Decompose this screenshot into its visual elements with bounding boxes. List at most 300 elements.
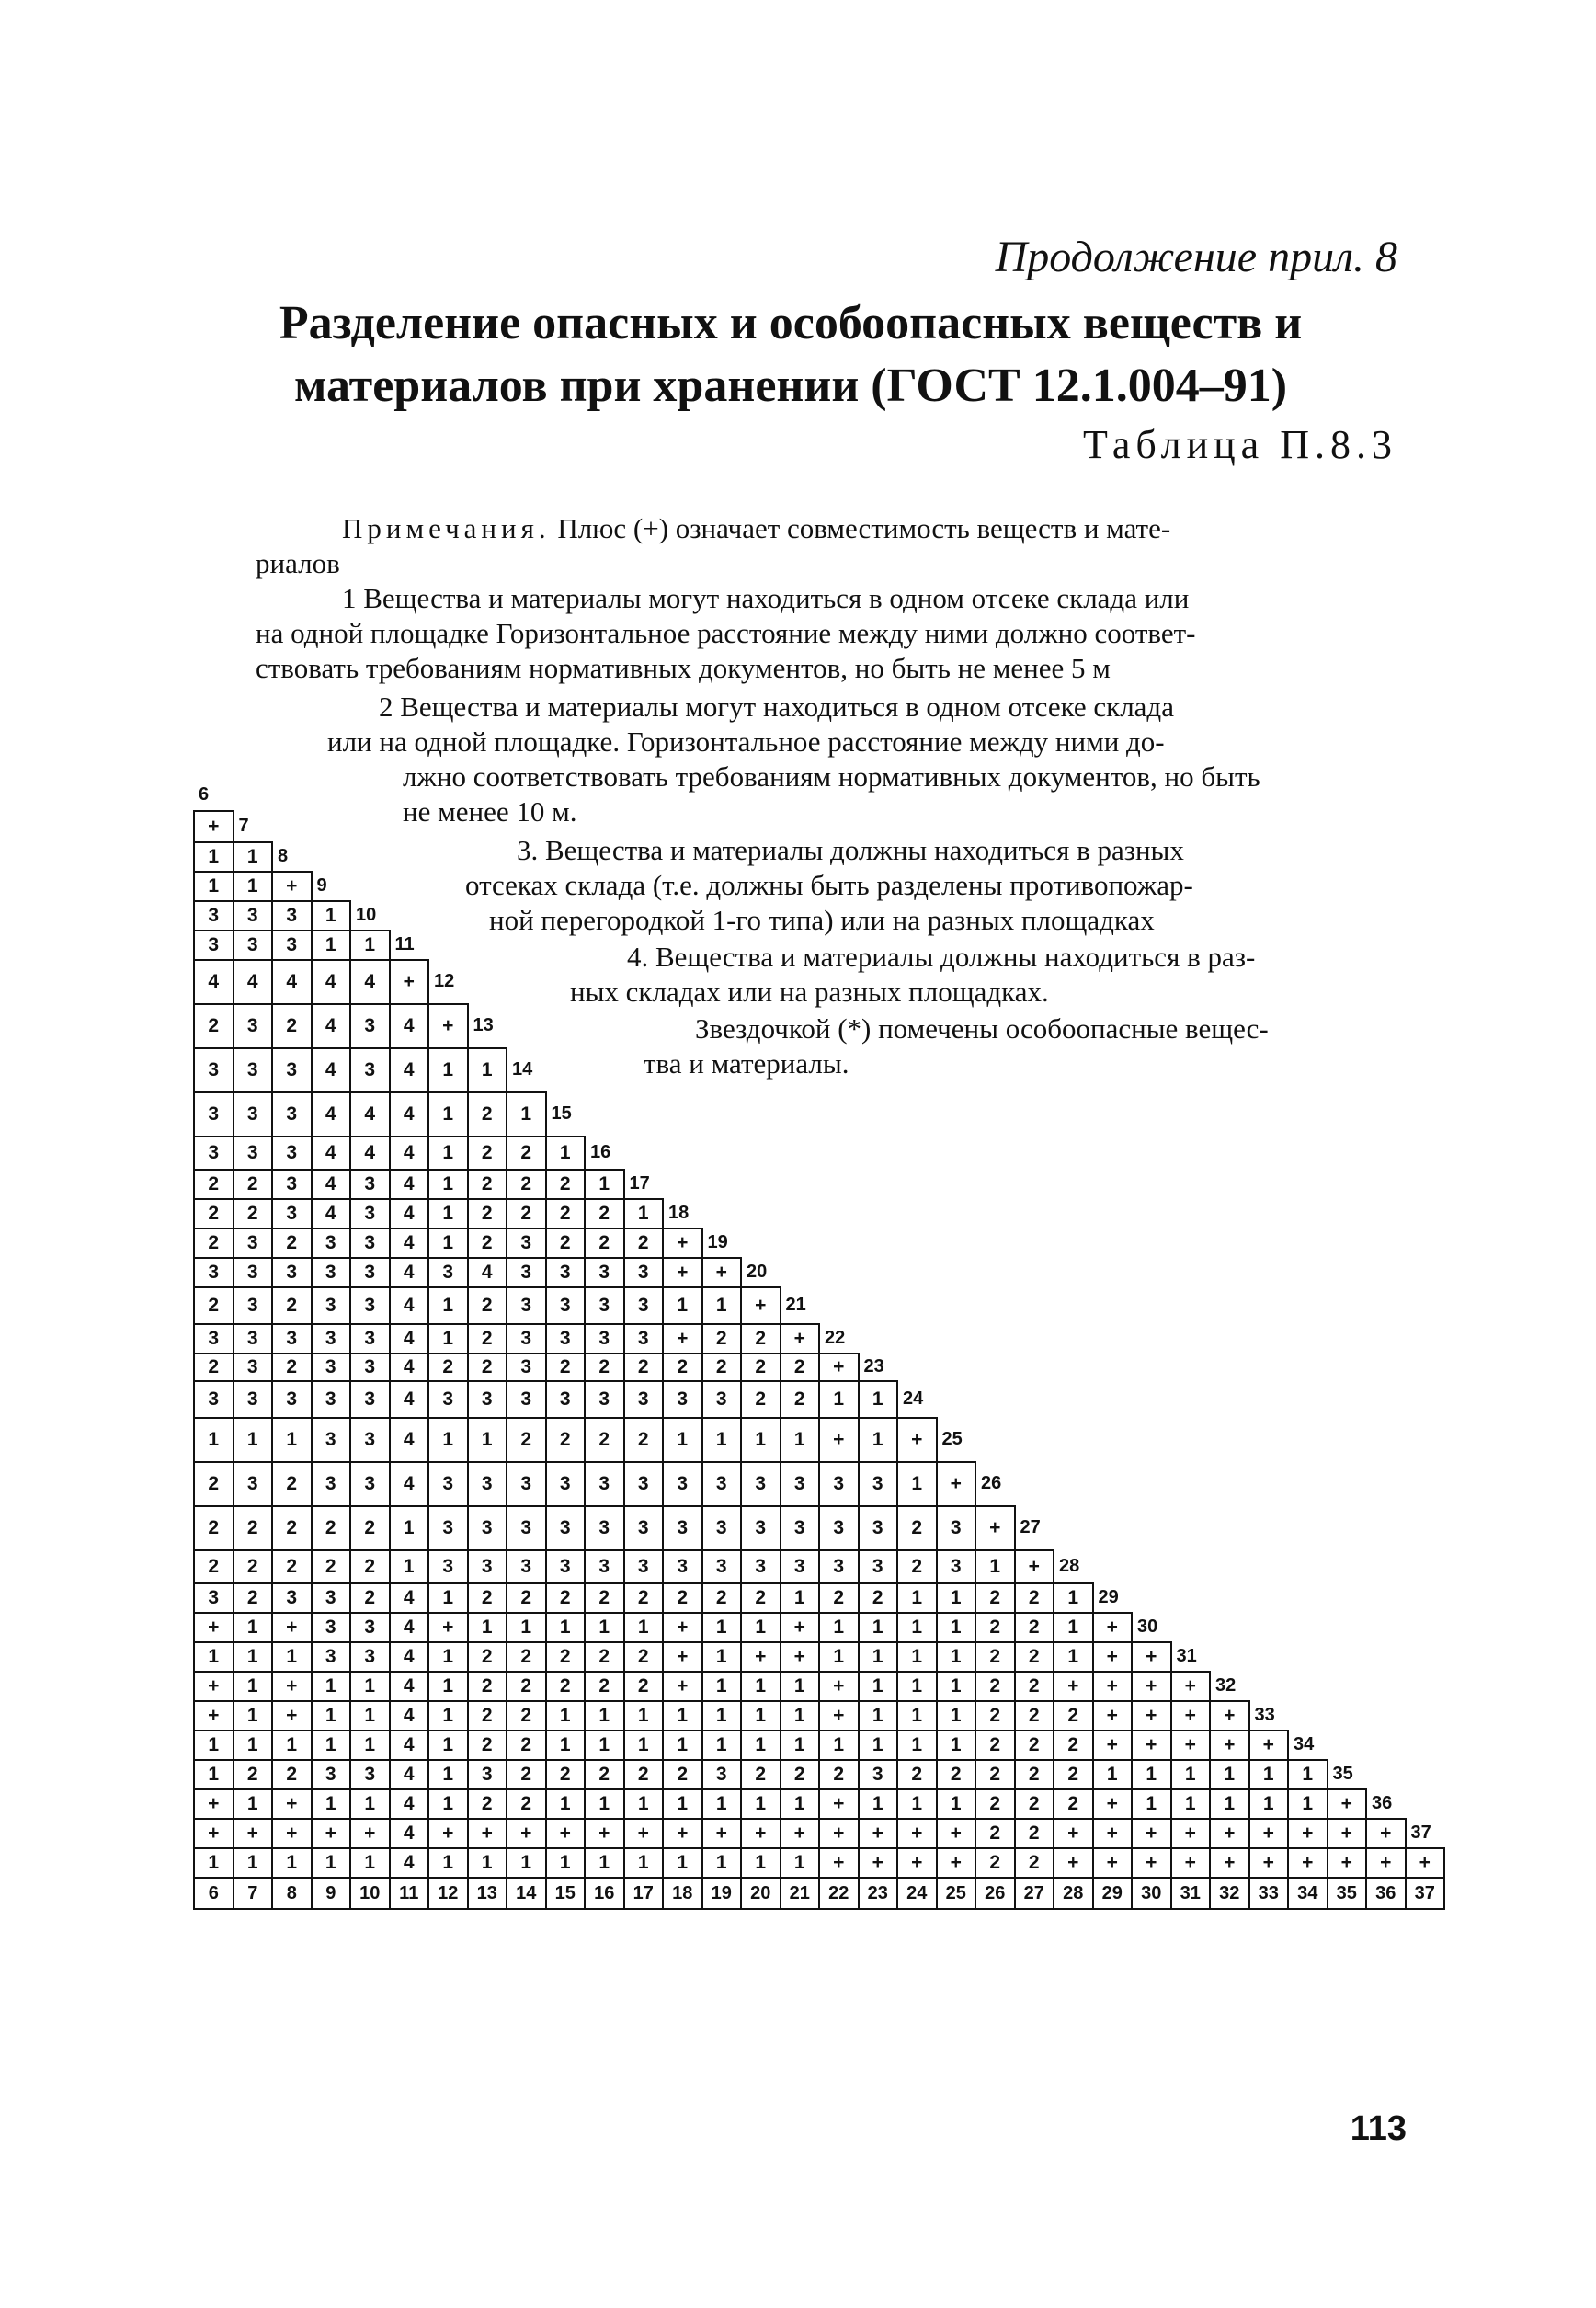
row-label: 36 (1372, 1793, 1393, 1813)
table-cell: 1 (741, 1701, 781, 1731)
table-cell: 2 (624, 1418, 664, 1462)
table-cell: 3 (585, 1381, 624, 1418)
table-row (194, 872, 1444, 901)
empty-area (1366, 1760, 1444, 1789)
table-cell: 1 (350, 1789, 390, 1819)
table-cell: 3 (350, 1199, 390, 1228)
table-cell: 1 (859, 1701, 898, 1731)
column-number: 10 (350, 1878, 390, 1909)
table-cell: 1 (663, 1731, 702, 1760)
table-cell: 2 (819, 1760, 859, 1789)
table-row (194, 1672, 1444, 1701)
row-label: 21 (785, 1295, 806, 1315)
table-cell: + (1093, 1819, 1133, 1848)
table-cell: + (1015, 1550, 1054, 1583)
table-cell: 1 (741, 1731, 781, 1760)
table-cell: + (741, 1819, 781, 1848)
table-cell: + (507, 1819, 546, 1848)
table-cell: 3 (624, 1287, 664, 1324)
table-cell: 1 (859, 1613, 898, 1642)
table-cell: 3 (312, 1354, 351, 1381)
empty-area (937, 1381, 1445, 1418)
note-1-line-2: на одной площадке Горизонтальное расстояние между ними должно соответ- (256, 617, 1196, 649)
table-cell: 3 (937, 1506, 976, 1550)
row-label: 17 (629, 1173, 650, 1194)
table-cell: 1 (897, 1672, 937, 1701)
table-cell: + (194, 1672, 234, 1701)
column-number: 35 (1328, 1878, 1367, 1909)
table-cell: + (428, 1004, 468, 1048)
table-cell: 1 (234, 1418, 273, 1462)
table-cell: 2 (507, 1701, 546, 1731)
column-number: 28 (1054, 1878, 1093, 1909)
table-cell: 1 (312, 1731, 351, 1760)
table-cell: 1 (428, 1701, 468, 1731)
note-5-line-1: Звездочкой (*) помечены особоопасные вещес- (695, 1012, 1269, 1045)
table-cell: + (819, 1354, 859, 1381)
table-cell: 1 (507, 1092, 546, 1137)
table-cell: 1 (937, 1613, 976, 1642)
table-cell: 3 (234, 1381, 273, 1418)
column-number: 6 (194, 1878, 234, 1909)
table-cell: 1 (507, 1613, 546, 1642)
table-cell: 1 (1210, 1789, 1249, 1819)
table-cell: 4 (390, 1092, 429, 1137)
table-cell: 1 (272, 1642, 312, 1672)
table-cell: + (1132, 1701, 1171, 1731)
table-cell: 4 (390, 1354, 429, 1381)
table-cell: 1 (741, 1848, 781, 1878)
column-number: 34 (1288, 1878, 1328, 1909)
table-cell: 3 (507, 1550, 546, 1583)
table-cell: 1 (546, 1613, 586, 1642)
table-cell: 2 (272, 1287, 312, 1324)
table-cell: 3 (859, 1506, 898, 1550)
table-cell: 1 (663, 1287, 702, 1324)
table-cell: 1 (272, 1418, 312, 1462)
table-cell: 1 (897, 1731, 937, 1760)
table-cell: 3 (702, 1381, 742, 1418)
table-cell: 2 (272, 1462, 312, 1506)
row-label: 18 (668, 1203, 690, 1223)
row-label: 16 (590, 1142, 611, 1162)
table-row (194, 1048, 1444, 1092)
table-cell: 2 (819, 1583, 859, 1613)
table-cell: 1 (428, 1199, 468, 1228)
table-cell: 1 (624, 1731, 664, 1760)
row-label: 10 (356, 905, 377, 925)
table-cell: 2 (468, 1642, 507, 1672)
empty-area (234, 780, 1445, 811)
table-cell: 1 (234, 1642, 273, 1672)
empty-area (312, 842, 1445, 872)
table-cell: 3 (507, 1287, 546, 1324)
column-number: 30 (1132, 1878, 1171, 1909)
table-cell: 2 (272, 1228, 312, 1258)
table-cell: + (1328, 1848, 1367, 1878)
table-cell: 1 (975, 1550, 1015, 1583)
table-cell: 1 (194, 842, 234, 872)
table-cell: 2 (702, 1324, 742, 1354)
empty-area (546, 1048, 1445, 1092)
table-cell: 2 (546, 1760, 586, 1789)
table-cell: + (937, 1819, 976, 1848)
column-number: 36 (1366, 1878, 1406, 1909)
table-cell: 1 (272, 1848, 312, 1878)
row-label: 19 (707, 1232, 728, 1252)
table-cell: 1 (859, 1731, 898, 1760)
table-cell: 3 (234, 901, 273, 931)
table-row (194, 1004, 1444, 1048)
empty-area (468, 960, 1445, 1004)
table-cell: 3 (234, 1324, 273, 1354)
table-cell: 2 (1054, 1789, 1093, 1819)
table-cell: + (702, 1258, 742, 1287)
table-cell: + (1210, 1848, 1249, 1878)
table-cell: 1 (1054, 1613, 1093, 1642)
table-cell: 3 (859, 1760, 898, 1789)
row-label: 7 (238, 816, 249, 836)
table-cell: 3 (507, 1506, 546, 1550)
table-cell: 3 (234, 1287, 273, 1324)
table-row (194, 1258, 1444, 1287)
table-cell: 1 (624, 1701, 664, 1731)
table-cell: 3 (702, 1506, 742, 1550)
table-cell: + (194, 1789, 234, 1819)
table-cell: 3 (546, 1258, 586, 1287)
table-cell: 2 (624, 1672, 664, 1701)
table-cell: 1 (663, 1848, 702, 1878)
table-cell: 1 (859, 1672, 898, 1701)
table-cell: + (1288, 1848, 1328, 1878)
table-cell: 3 (272, 1381, 312, 1418)
table-cell: 2 (585, 1642, 624, 1672)
table-cell: 1 (702, 1642, 742, 1672)
empty-area (1249, 1672, 1445, 1701)
table-row (194, 901, 1444, 931)
column-number: 20 (741, 1878, 781, 1909)
table-cell: 2 (546, 1199, 586, 1228)
table-cell: 1 (781, 1789, 820, 1819)
table-cell: 2 (234, 1760, 273, 1789)
table-cell: 3 (428, 1506, 468, 1550)
table-cell: 3 (585, 1506, 624, 1550)
table-cell: 1 (819, 1613, 859, 1642)
table-cell: 1 (546, 1789, 586, 1819)
row-label: 13 (473, 1015, 494, 1035)
table-cell: 2 (741, 1381, 781, 1418)
table-cell: 2 (663, 1354, 702, 1381)
table-cell: 4 (390, 1228, 429, 1258)
table-cell: 1 (428, 1048, 468, 1092)
note-5-line-2: тва и материалы. (644, 1047, 849, 1080)
table-cell: 1 (428, 1092, 468, 1137)
table-row (194, 1760, 1444, 1789)
table-cell: 1 (585, 1848, 624, 1878)
table-cell: 1 (702, 1613, 742, 1642)
table-cell: + (1210, 1701, 1249, 1731)
table-cell: 1 (234, 1789, 273, 1819)
table-cell: + (1171, 1819, 1211, 1848)
table-cell: 3 (312, 1613, 351, 1642)
table-cell: 2 (975, 1760, 1015, 1789)
table-cell: 2 (1054, 1760, 1093, 1789)
table-cell: 2 (468, 1092, 507, 1137)
table-cell: 3 (507, 1462, 546, 1506)
table-cell: 1 (234, 1613, 273, 1642)
table-cell: 4 (390, 1137, 429, 1170)
row-label: 26 (981, 1473, 1002, 1493)
table-cell: + (819, 1789, 859, 1819)
table-cell: 1 (937, 1789, 976, 1819)
table-cell: 3 (272, 1092, 312, 1137)
table-row (194, 1613, 1444, 1642)
table-cell: 1 (585, 1170, 624, 1199)
table-cell: 3 (624, 1324, 664, 1354)
page-title (276, 292, 1305, 417)
title-line-1: Разделение опасных и особоопасных веществ и (279, 297, 1303, 349)
table-cell: 1 (468, 1048, 507, 1092)
column-number: 23 (859, 1878, 898, 1909)
table-row (194, 811, 1444, 842)
table-cell: 1 (781, 1731, 820, 1760)
column-number: 9 (312, 1878, 351, 1909)
table-cell: + (663, 1819, 702, 1848)
table-cell: 3 (663, 1462, 702, 1506)
table-cell: 3 (350, 1048, 390, 1092)
table-cell: 3 (234, 931, 273, 960)
table-cell: + (1054, 1848, 1093, 1878)
table-cell: + (1366, 1819, 1406, 1848)
table-cell: 1 (428, 1287, 468, 1324)
table-cell: + (194, 1819, 234, 1848)
row-label: 35 (1332, 1764, 1353, 1784)
table-cell: 3 (468, 1506, 507, 1550)
table-cell: 1 (1288, 1760, 1328, 1789)
table-cell: 2 (624, 1228, 664, 1258)
table-cell: 2 (663, 1583, 702, 1613)
table-row (194, 1583, 1444, 1613)
table-cell: + (1171, 1731, 1211, 1760)
table-cell: 2 (468, 1701, 507, 1731)
table-cell: 1 (194, 872, 234, 901)
table-cell: 3 (194, 1381, 234, 1418)
table-cell: 3 (781, 1462, 820, 1506)
column-number: 32 (1210, 1878, 1249, 1909)
table-cell: 1 (937, 1583, 976, 1613)
compatibility-grid (193, 780, 1445, 1910)
notes-intro (342, 511, 1170, 546)
column-number: 7 (234, 1878, 273, 1909)
table-cell: 1 (585, 1613, 624, 1642)
table-cell: 2 (272, 1004, 312, 1048)
table-cell: + (663, 1258, 702, 1287)
table-cell: + (819, 1672, 859, 1701)
table-cell: 3 (702, 1550, 742, 1583)
table-cell: 3 (194, 1048, 234, 1092)
table-cell: 2 (507, 1760, 546, 1789)
table-cell: 4 (390, 1004, 429, 1048)
table-cell: + (781, 1324, 820, 1354)
table-cell: 3 (312, 1324, 351, 1354)
table-cell: 2 (702, 1583, 742, 1613)
table-cell: 2 (585, 1199, 624, 1228)
column-number: 16 (585, 1878, 624, 1909)
table-cell: 2 (194, 1462, 234, 1506)
table-row (194, 842, 1444, 872)
table-cell: 2 (507, 1789, 546, 1819)
table-cell: 1 (428, 1760, 468, 1789)
table-cell: 1 (468, 1848, 507, 1878)
table-cell: 2 (468, 1672, 507, 1701)
table-cell: 3 (234, 1228, 273, 1258)
table-cell: 2 (1015, 1819, 1054, 1848)
table-cell: + (585, 1819, 624, 1848)
empty-area (1288, 1701, 1444, 1731)
table-cell: 2 (194, 1170, 234, 1199)
note-2-line-1: 2 Вещества и материалы могут находиться в одном отсеке склада (379, 691, 1174, 723)
table-cell: 2 (1054, 1701, 1093, 1731)
table-cell: 3 (272, 1170, 312, 1199)
table-row (194, 1550, 1444, 1583)
table-cell: 1 (428, 1324, 468, 1354)
column-number: 18 (663, 1878, 702, 1909)
table-cell: 2 (975, 1613, 1015, 1642)
table-cell: 3 (585, 1550, 624, 1583)
table-cell: 3 (234, 1048, 273, 1092)
table-cell: + (1210, 1731, 1249, 1760)
row-label: 32 (1215, 1675, 1237, 1696)
table-cell: 4 (390, 1819, 429, 1848)
column-number: 13 (468, 1878, 507, 1909)
table-cell: 2 (234, 1583, 273, 1613)
table-cell: 2 (194, 1199, 234, 1228)
table-cell: + (1132, 1848, 1171, 1878)
empty-area (1054, 1506, 1444, 1550)
table-cell: + (702, 1819, 742, 1848)
table-cell: + (1288, 1819, 1328, 1848)
table-cell: 2 (624, 1354, 664, 1381)
table-cell: 3 (194, 1324, 234, 1354)
table-cell: 2 (507, 1583, 546, 1613)
table-cell: 2 (1015, 1731, 1054, 1760)
table-cell: 1 (194, 1642, 234, 1672)
column-number: 8 (272, 1878, 312, 1909)
table-cell: 1 (312, 1672, 351, 1701)
table-cell: 2 (234, 1170, 273, 1199)
table-cell: 3 (350, 1462, 390, 1506)
table-cell: + (1093, 1642, 1133, 1672)
table-cell: 3 (350, 1354, 390, 1381)
table-cell: 3 (507, 1381, 546, 1418)
table-cell: 1 (428, 1672, 468, 1701)
table-number: Таблица П.8.3 (1083, 422, 1397, 467)
table-row (194, 1848, 1444, 1878)
table-row (194, 1462, 1444, 1506)
table-row (194, 1324, 1444, 1354)
column-number: 17 (624, 1878, 664, 1909)
table-cell: + (1406, 1848, 1445, 1878)
table-row (194, 960, 1444, 1004)
table-cell: 4 (390, 1170, 429, 1199)
table-cell: + (1132, 1819, 1171, 1848)
empty-area (1015, 1462, 1445, 1506)
table-cell: 3 (507, 1324, 546, 1354)
table-cell: 1 (272, 1731, 312, 1760)
table-cell: 3 (546, 1506, 586, 1550)
table-cell: 2 (546, 1170, 586, 1199)
table-cell: 1 (234, 1848, 273, 1878)
table-cell: + (1093, 1701, 1133, 1731)
table-cell: + (272, 1701, 312, 1731)
table-cell: 3 (781, 1550, 820, 1583)
table-cell: 1 (350, 1848, 390, 1878)
note-1-line-1: 1 Вещества и материалы могут находиться в одном отсеке склада или (342, 582, 1190, 614)
table-cell: 1 (428, 1789, 468, 1819)
table-cell: 3 (663, 1381, 702, 1418)
table-cell: 3 (428, 1462, 468, 1506)
table-cell: 1 (663, 1701, 702, 1731)
table-cell: 1 (1054, 1642, 1093, 1672)
table-row (194, 1731, 1444, 1760)
empty-area (781, 1258, 1445, 1287)
table-cell: 3 (234, 1137, 273, 1170)
table-cell: + (272, 872, 312, 901)
table-cell: 1 (624, 1789, 664, 1819)
row-label: 14 (512, 1059, 533, 1080)
table-cell: 1 (390, 1550, 429, 1583)
table-cell: + (1171, 1701, 1211, 1731)
table-cell: 1 (312, 1701, 351, 1731)
table-cell: 3 (702, 1462, 742, 1506)
table-row (194, 1878, 1444, 1909)
table-cell: 1 (741, 1672, 781, 1701)
note-4-line-1: 4. Вещества и материалы должны находиться в раз- (627, 941, 1256, 973)
table-cell: + (1093, 1613, 1133, 1642)
row-label: 27 (1020, 1517, 1041, 1537)
empty-area (819, 1287, 1444, 1324)
table-cell: 1 (194, 1731, 234, 1760)
table-row (194, 1137, 1444, 1170)
row-label: 9 (316, 875, 327, 896)
table-cell: 3 (272, 1199, 312, 1228)
table-cell: 4 (390, 1848, 429, 1878)
note-2-line-4: не менее 10 м. (403, 795, 577, 828)
table-cell: 4 (312, 960, 351, 1004)
table-cell: 3 (428, 1381, 468, 1418)
table-cell: 2 (546, 1642, 586, 1672)
table-cell: 2 (585, 1672, 624, 1701)
table-cell: 1 (897, 1789, 937, 1819)
table-cell: 4 (312, 1048, 351, 1092)
table-cell: 3 (624, 1506, 664, 1550)
table-cell: 3 (585, 1462, 624, 1506)
table-cell: + (428, 1819, 468, 1848)
table-cell: + (1132, 1642, 1171, 1672)
table-cell: 2 (624, 1583, 664, 1613)
continuation-caption: Продолжение прил. 8 (995, 233, 1397, 281)
table-cell: 2 (1015, 1672, 1054, 1701)
table-cell: 3 (859, 1550, 898, 1583)
table-cell: 2 (1015, 1760, 1054, 1789)
table-cell: 2 (897, 1760, 937, 1789)
table-row (194, 1819, 1444, 1848)
empty-area (624, 1137, 1445, 1170)
table-cell: 1 (234, 1672, 273, 1701)
table-cell: 2 (624, 1760, 664, 1789)
table-cell: 2 (975, 1642, 1015, 1672)
table-cell: 3 (194, 1137, 234, 1170)
